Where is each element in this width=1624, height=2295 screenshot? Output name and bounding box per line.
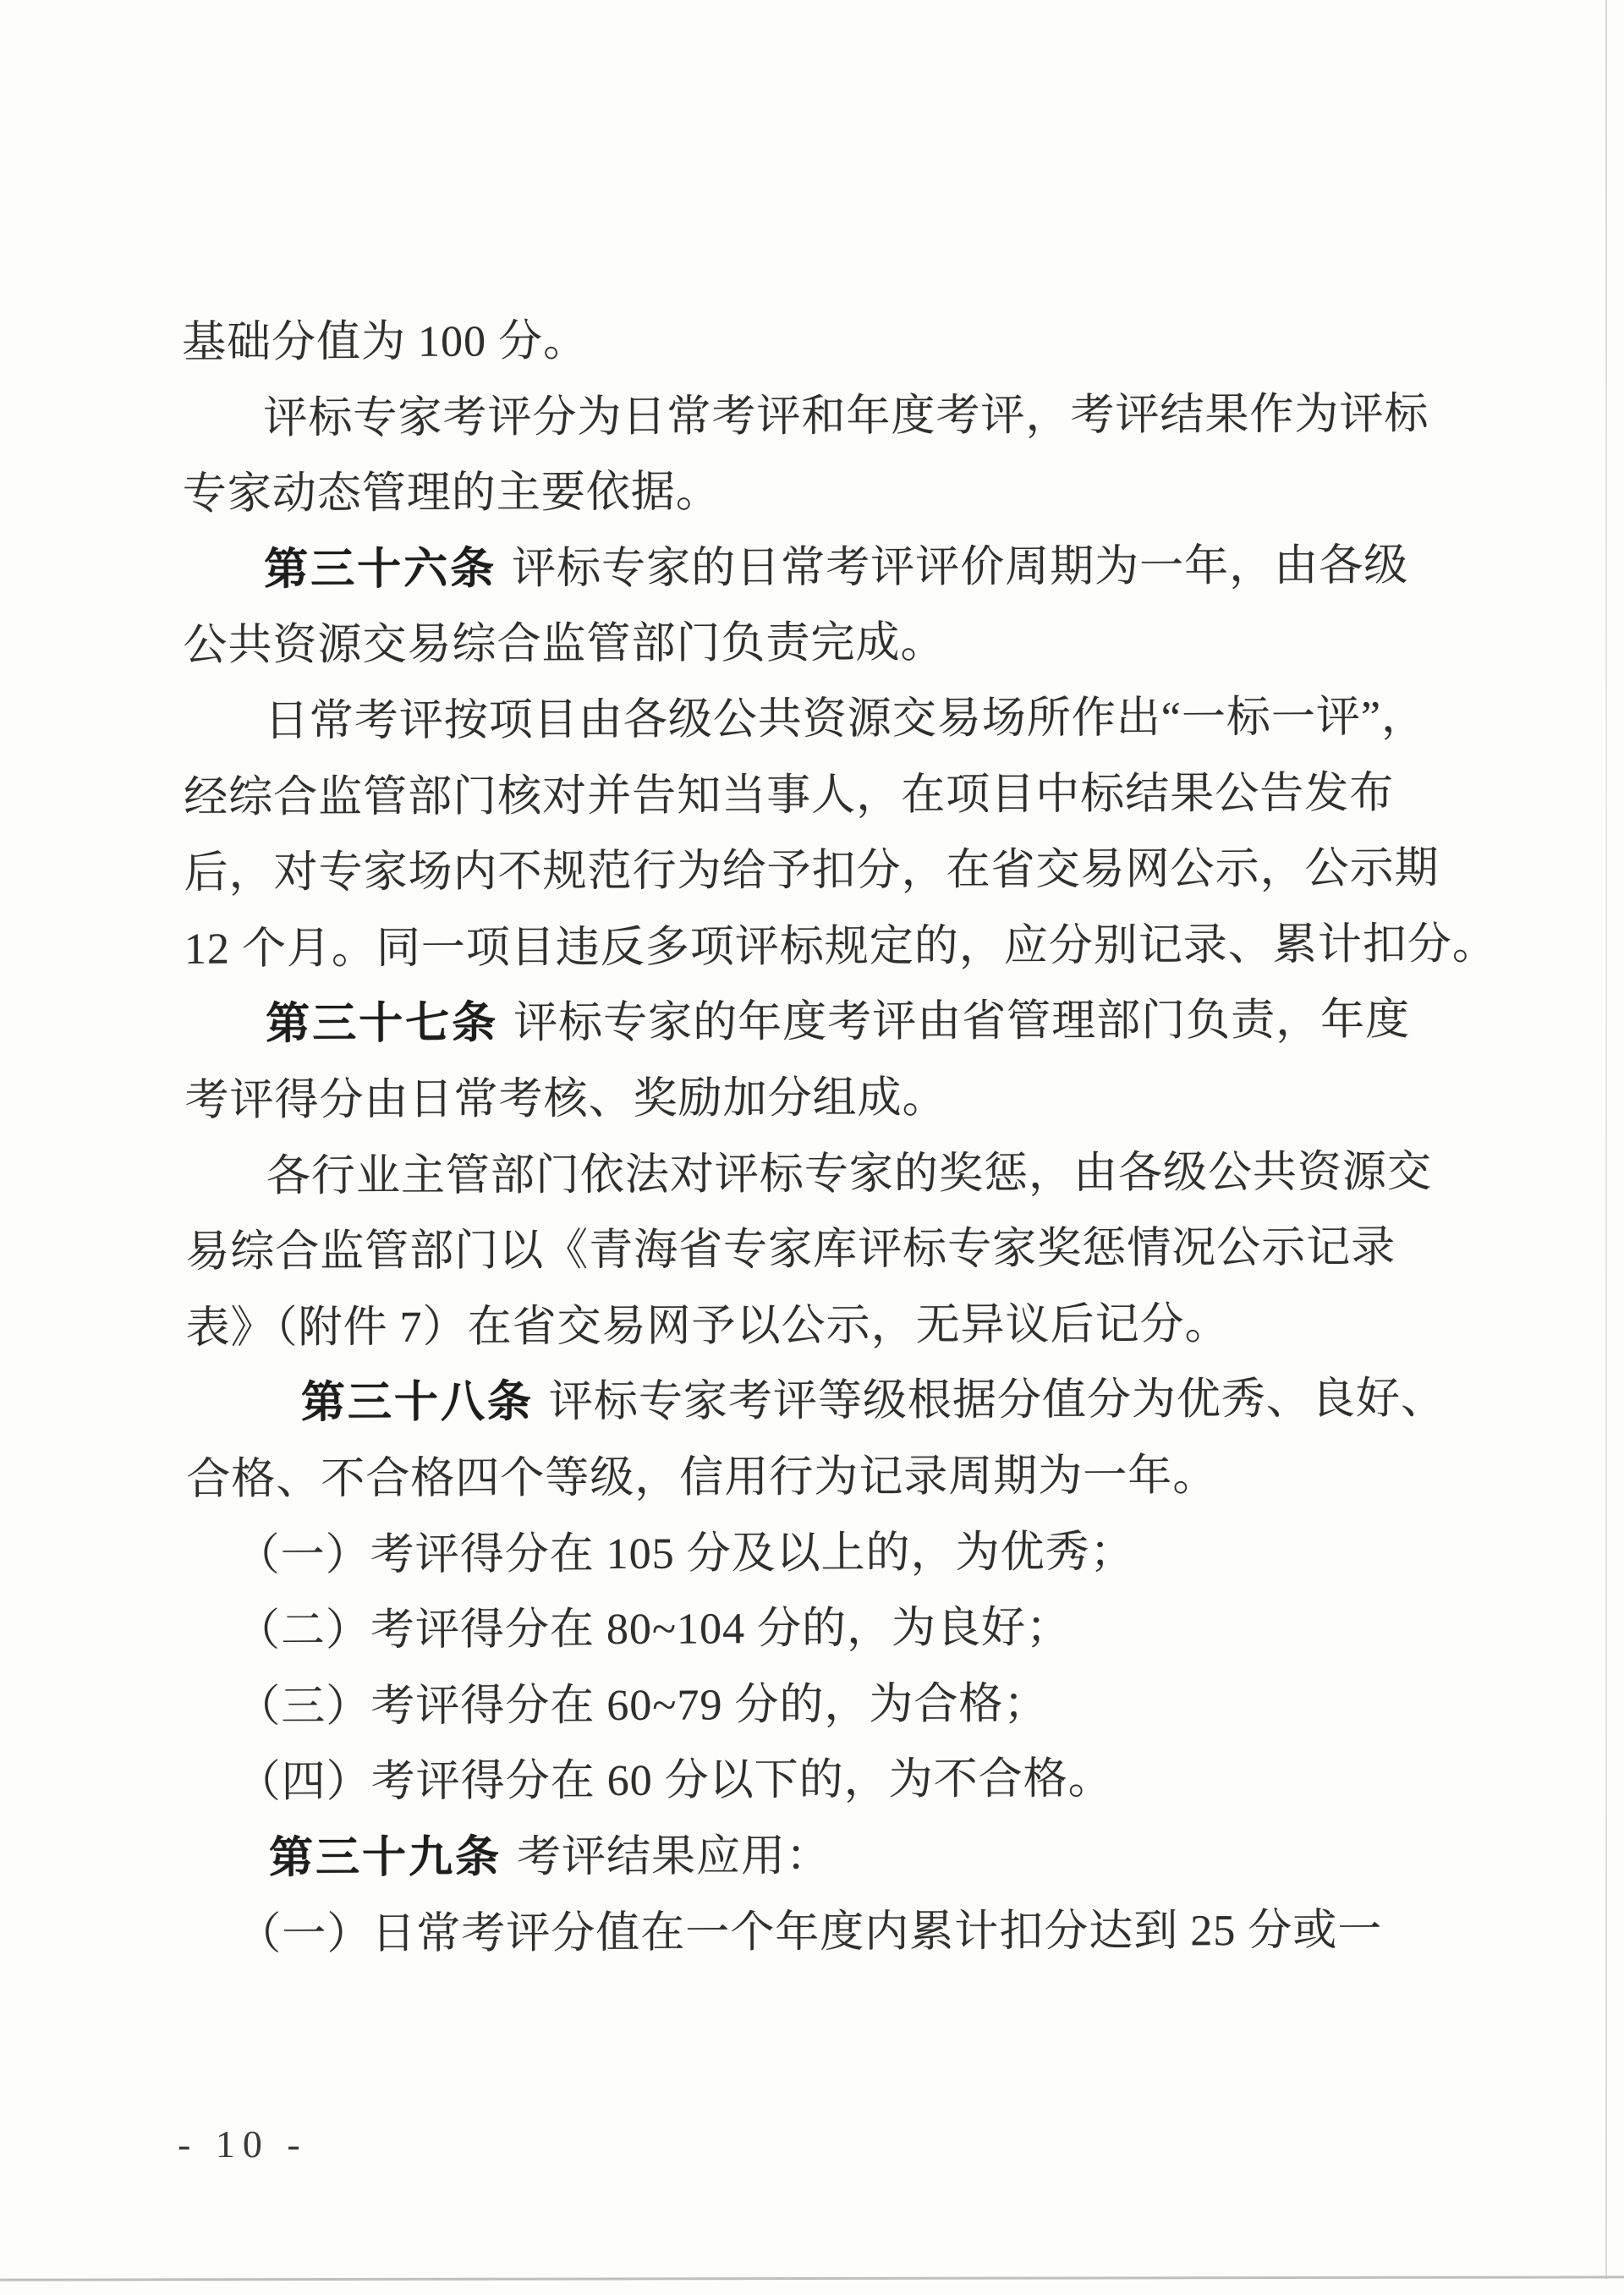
text-line — [187, 1677, 1505, 1734]
line-text: 表》（附件 7）在省交易网予以公示，无异议后记分。 — [185, 1299, 1230, 1353]
line-text: 12 个月。同一项目违反多项评标规定的，应分别记录、累计扣分。 — [184, 920, 1497, 974]
line-text: 各行业主管部门依法对评标专家的奖惩，由各级公共资源交 — [266, 1147, 1433, 1201]
text-line — [185, 1298, 1454, 1355]
line-text: 评标专家的日常考评评价周期为一年，由各级 — [512, 541, 1409, 594]
text-line — [182, 387, 1532, 445]
text-line — [183, 540, 1533, 597]
text-line — [185, 1145, 1535, 1203]
line-text: 日常考评按项目由各级公共资源交易场所作出“一标一评”， — [264, 693, 1427, 746]
line-text: （一）日常考评分值在一个年度内累计扣分达到 25 分或一 — [237, 1906, 1383, 1959]
text-line — [188, 1828, 1538, 1886]
line-text: 考评得分由日常考核、奖励加分组成。 — [184, 1073, 947, 1125]
text-line — [184, 994, 1534, 1051]
text-line — [184, 919, 1497, 976]
text-line — [186, 1373, 1570, 1430]
text-line — [186, 1449, 1455, 1507]
text-line — [184, 767, 1452, 825]
text-line — [187, 1524, 1505, 1582]
line-text: （四）考评得分在 60 分以下的，为不合格。 — [236, 1755, 1113, 1808]
line-text: 合格、不合格四个等级，信用行为记录周期为一年。 — [186, 1452, 1218, 1504]
line-text: 基础分值为 100 分。 — [182, 317, 589, 367]
line-text: 评标专家的年度考评由省管理部门负责，年度 — [513, 996, 1411, 1048]
text-line — [185, 1222, 1454, 1279]
page-number: - 10 - — [178, 2122, 308, 2166]
line-text: 易综合监管部门以《青海省专家库评标专家奖惩情况公示记录 — [185, 1223, 1396, 1277]
document-body — [182, 312, 1497, 2009]
text-line — [184, 691, 1533, 749]
line-text: 公共资源交易综合监管部门负责完成。 — [183, 618, 946, 671]
text-line — [184, 1070, 1453, 1128]
text-line — [182, 312, 1451, 370]
text-line — [184, 843, 1452, 900]
article-number: 第三十六条 — [264, 545, 497, 595]
article-number: 第三十九条 — [268, 1833, 502, 1883]
text-line — [183, 616, 1451, 673]
text-line — [183, 464, 1451, 521]
line-text: 经综合监管部门核对并告知当事人，在项目中标结果公告发布 — [184, 768, 1395, 822]
line-text: 评标专家考评分为日常考评和年度考评，考评结果作为评标 — [263, 389, 1429, 443]
line-text: 考评结果应用： — [516, 1831, 831, 1882]
text-line — [187, 1600, 1505, 1658]
line-text: 后，对专家场内不规范行为给予扣分，在省交易网公示，公示期 — [184, 844, 1440, 898]
article-number: 第三十七条 — [266, 999, 499, 1049]
text-line — [188, 1903, 1506, 1961]
scan-bottom-edge-line — [0, 2276, 1624, 2281]
line-text: 评标专家考评等级根据分值分为优秀、良好、 — [548, 1375, 1446, 1427]
scan-right-edge-line — [1605, 0, 1607, 2279]
article-number: 第三十八条 — [300, 1378, 535, 1428]
line-text: （一）考评得分在 105 分及以上的，为优秀； — [235, 1528, 1135, 1580]
text-line — [188, 1752, 1506, 1809]
line-text: （二）考评得分在 80~104 分的，为良好； — [235, 1604, 1072, 1655]
line-text: 专家动态管理的主要依据。 — [182, 468, 721, 519]
line-text: （三）考评得分在 60~79 分的，为合格； — [236, 1679, 1049, 1732]
